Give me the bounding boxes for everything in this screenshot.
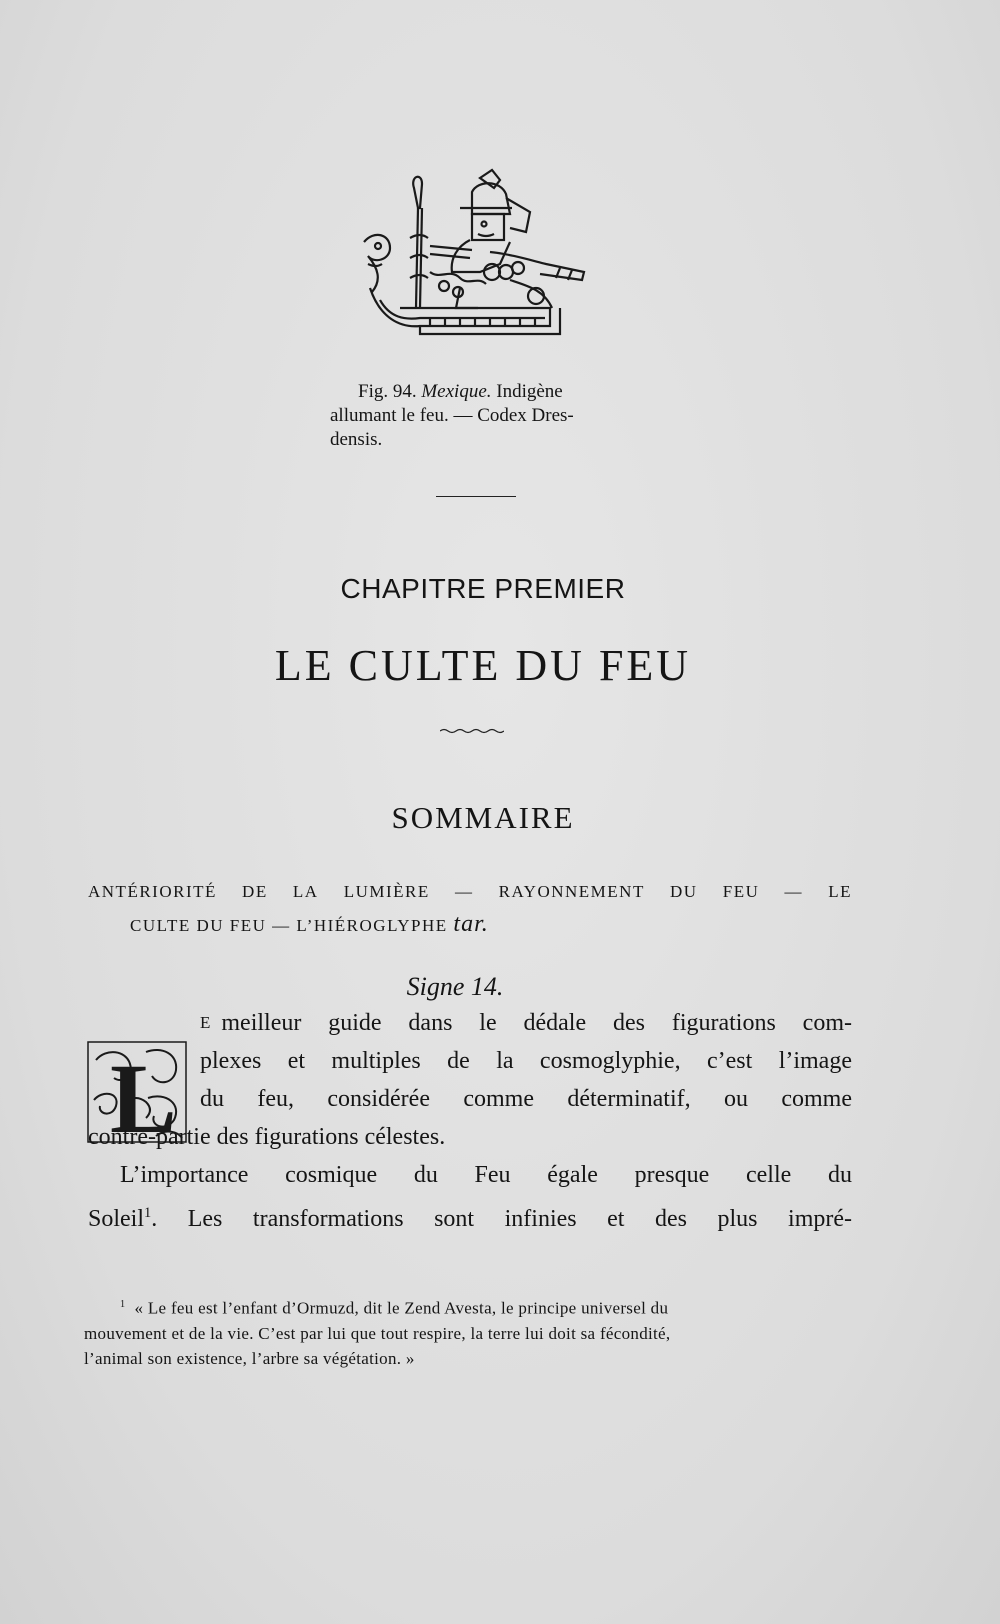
caption-line-2: allumant le feu. — Codex Dres- xyxy=(330,405,574,426)
caption-line-3: densis. xyxy=(330,429,383,450)
small-cap-e: E xyxy=(200,1013,212,1032)
body-text xyxy=(88,1004,852,1244)
body-line-6: Soleil$^1$. Les transformations sont infinies et des plus impré- xyxy=(88,1205,852,1232)
summary-line-1 xyxy=(88,876,852,908)
figure-caption xyxy=(330,380,630,452)
caption-divider xyxy=(436,496,516,497)
body-line-4: contre-partie des figurations célestes. xyxy=(88,1124,446,1150)
hieroglyph-term: tar. xyxy=(453,911,489,937)
summary-word: ANTÉRIORITÉ xyxy=(88,882,217,901)
body-line-5: L’importance cosmique du Feu égale presque celle du xyxy=(120,1162,852,1188)
summary-word: LE xyxy=(828,882,852,901)
summary-word: — xyxy=(784,882,804,901)
footnote-line-3: l’animal son existence, l’arbre sa végétation. » xyxy=(84,1348,415,1368)
footnote xyxy=(84,1292,854,1371)
summary-heading: SOMMAIRE xyxy=(391,800,575,835)
summary-word: RAYONNEMENT xyxy=(498,882,645,901)
summary-text xyxy=(88,876,852,942)
summary-line-2: CULTE DU FEU — L’HIÉROGLYPHE tar. xyxy=(130,911,489,937)
summary-word: — xyxy=(454,882,474,901)
summary-word: DU xyxy=(670,882,698,901)
codex-illustration xyxy=(360,168,610,348)
chapter-label: CHAPITRE PREMIER xyxy=(340,573,626,604)
body-line-3: du feu, considérée comme déterminatif, ou comme xyxy=(200,1086,852,1112)
caption-line-1: Fig. 94. Mexique. Indigène xyxy=(358,381,563,402)
dropcap-letter: L xyxy=(110,1043,177,1144)
summary-word: LA xyxy=(292,882,319,901)
summary-word: FEU xyxy=(722,882,760,901)
summary-word: LUMIÈRE xyxy=(343,882,430,901)
footnote-line-2: mouvement et de la vie. C’est par lui que tout respire, la terre lui doit sa fécondité, xyxy=(84,1323,671,1343)
sign-heading: Signe 14. xyxy=(406,972,504,1001)
chapter-title: LE CULTE DU FEU xyxy=(274,641,692,690)
footnote-line-1: $^1$ « Le feu est l’enfant d’Ormuzd, dit le Zend Avesta, le principe universel du xyxy=(120,1298,669,1318)
footnote-marker: 1 xyxy=(120,1299,126,1310)
body-line-2: plexes et multiples de la cosmoglyphie, c’est l’image xyxy=(200,1048,852,1074)
footnote-ref: 1 xyxy=(144,1205,152,1221)
body-line-1: E meilleur guide dans le dédale des figurations com- xyxy=(200,1004,852,1042)
summary-word: DE xyxy=(242,882,268,901)
ornamental-rule xyxy=(440,728,504,734)
